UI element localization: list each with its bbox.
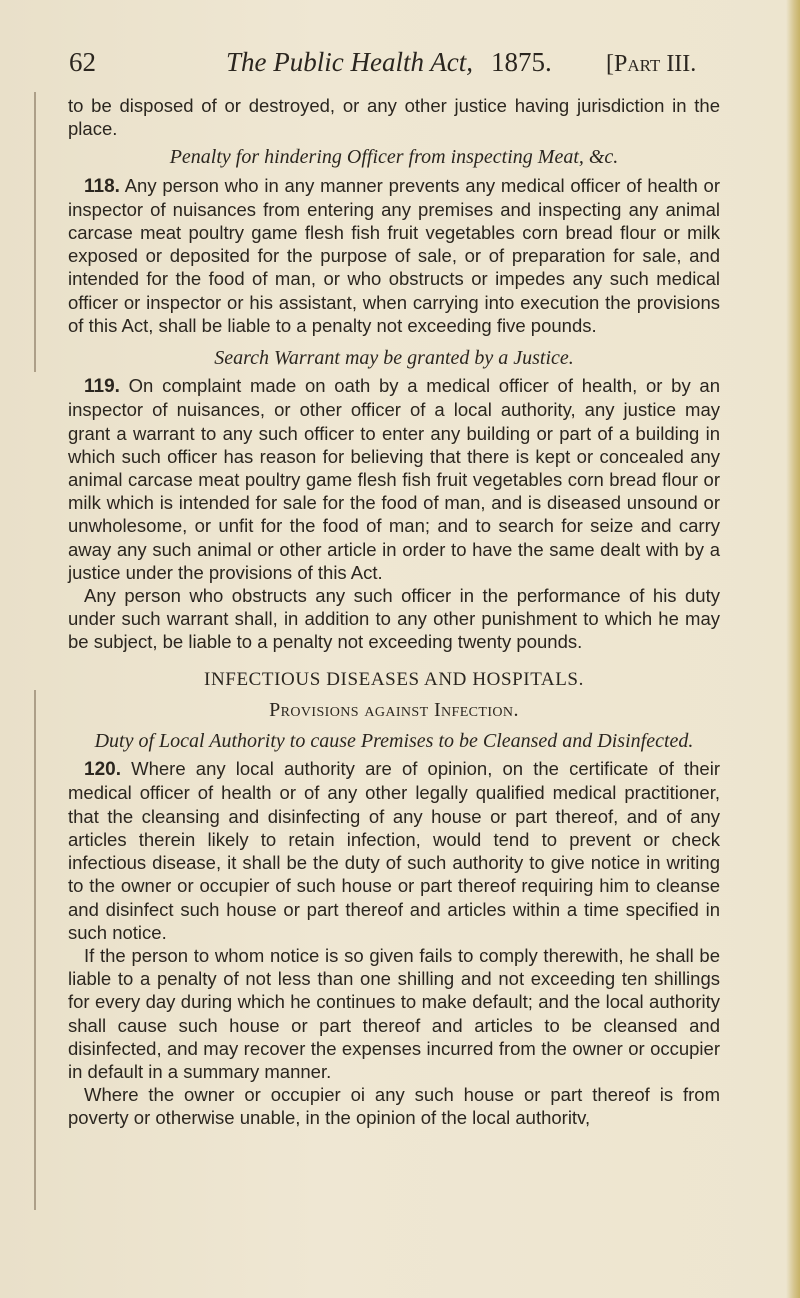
section-heading-120: Duty of Local Authority to cause Premises to be Cleansed and Disinfected. [94,730,694,753]
running-head [69,45,769,85]
section-text: Any person who in any manner prevents any medical officer of health or inspector of nuisances from entering any premises and inspecting any animal carcase meat poultry game flesh fish fruit vegetables corn bread flour or milk exposed or deposited for the purpose of sale, or of preparation for sale, and intended for the food of man, or who obstructs or impedes any such medical officer or inspector or his assistant, when carrying into execution the provisions of this Act, shall be liable to a penalty not exceeding five pounds. [68,174,721,336]
section-heading-118: Penalty for hindering Officer from inspecting Meat, &c. [169,146,619,169]
page-edge [786,0,800,1298]
paragraph: to be disposed of or destroyed, or any other justice having jurisdiction in the place. [68,95,720,140]
section-text: On complaint made on oath by a medical officer of health, or by an inspector of nuisances, or other officer of a local authority, any justice may grant a warrant to any such officer to enter any building or part of a building in which such officer has reason for believing that there is kept or concealed any animal carcase meat poultry game flesh fish fruit vegetables corn bread flour or milk which is intended for sale for the food of man, and is diseased unsound or unwholesome, or unfit for the food of man; and to search for seize and carry away any such animal or other article in order to have the same dealt with by a justice under the provisions of this Act. [68,375,720,583]
section-number: 118. [84,175,120,197]
paragraph: Any person who obstructs any such officer in the performance of his duty under such warrant shall, in addition to any other punishment to which he may be subject, be liable to a penalty not exceeding twenty pounds. [68,585,720,653]
book-title: The Public Health Act, [226,47,473,77]
subpart-heading: Provisions against Infection. [269,698,519,721]
section-120 [68,757,720,944]
section-heading-119: Search Warrant may be granted by a Justice. [214,347,574,370]
margin-mark [34,92,36,372]
section-118 [68,174,720,337]
section-number: 119. [84,376,120,398]
margin-mark [34,690,36,1210]
part-label: [Part III. [606,51,697,77]
book-year: 1875. [491,47,552,77]
section-text: Where any local authority are of opinion, on the certificate of their medical officer of health or of any other legally qualified medical practitioner, that the cleansing and disinfecting of any house or part thereof, and of any articles therein likely to retain infection, would tend to prevent or check infectious disease, it shall be the duty of such authority to give notice in writing to the owner or occupier of such house or part thereof requiring him to cleanse and disinfect such house or part thereof and articles within a time specified in such notice. [68,758,720,943]
page-text [68,94,720,1130]
paragraph: Where the owner or occupier oi any such house or part thereof is from poverty or otherwise unable, in the opinion of the local authoritv, [68,1084,720,1129]
section-number: 120. [84,759,121,781]
page-number: 62 [69,47,96,77]
section-119 [68,374,720,584]
part-heading: INFECTIOUS DISEASES AND HOSPITALS. [204,668,584,690]
paragraph: If the person to whom notice is so given fails to comply therewith, he shall be liable to a penalty of not less than one shilling and not exceeding ten shillings for every day during which he continues to make default; and the local authority shall cause such house or part thereof and articles to be cleansed and disinfected, and may recover the expenses incurred from the owner or occupier in default in a summary manner. [68,944,720,1082]
